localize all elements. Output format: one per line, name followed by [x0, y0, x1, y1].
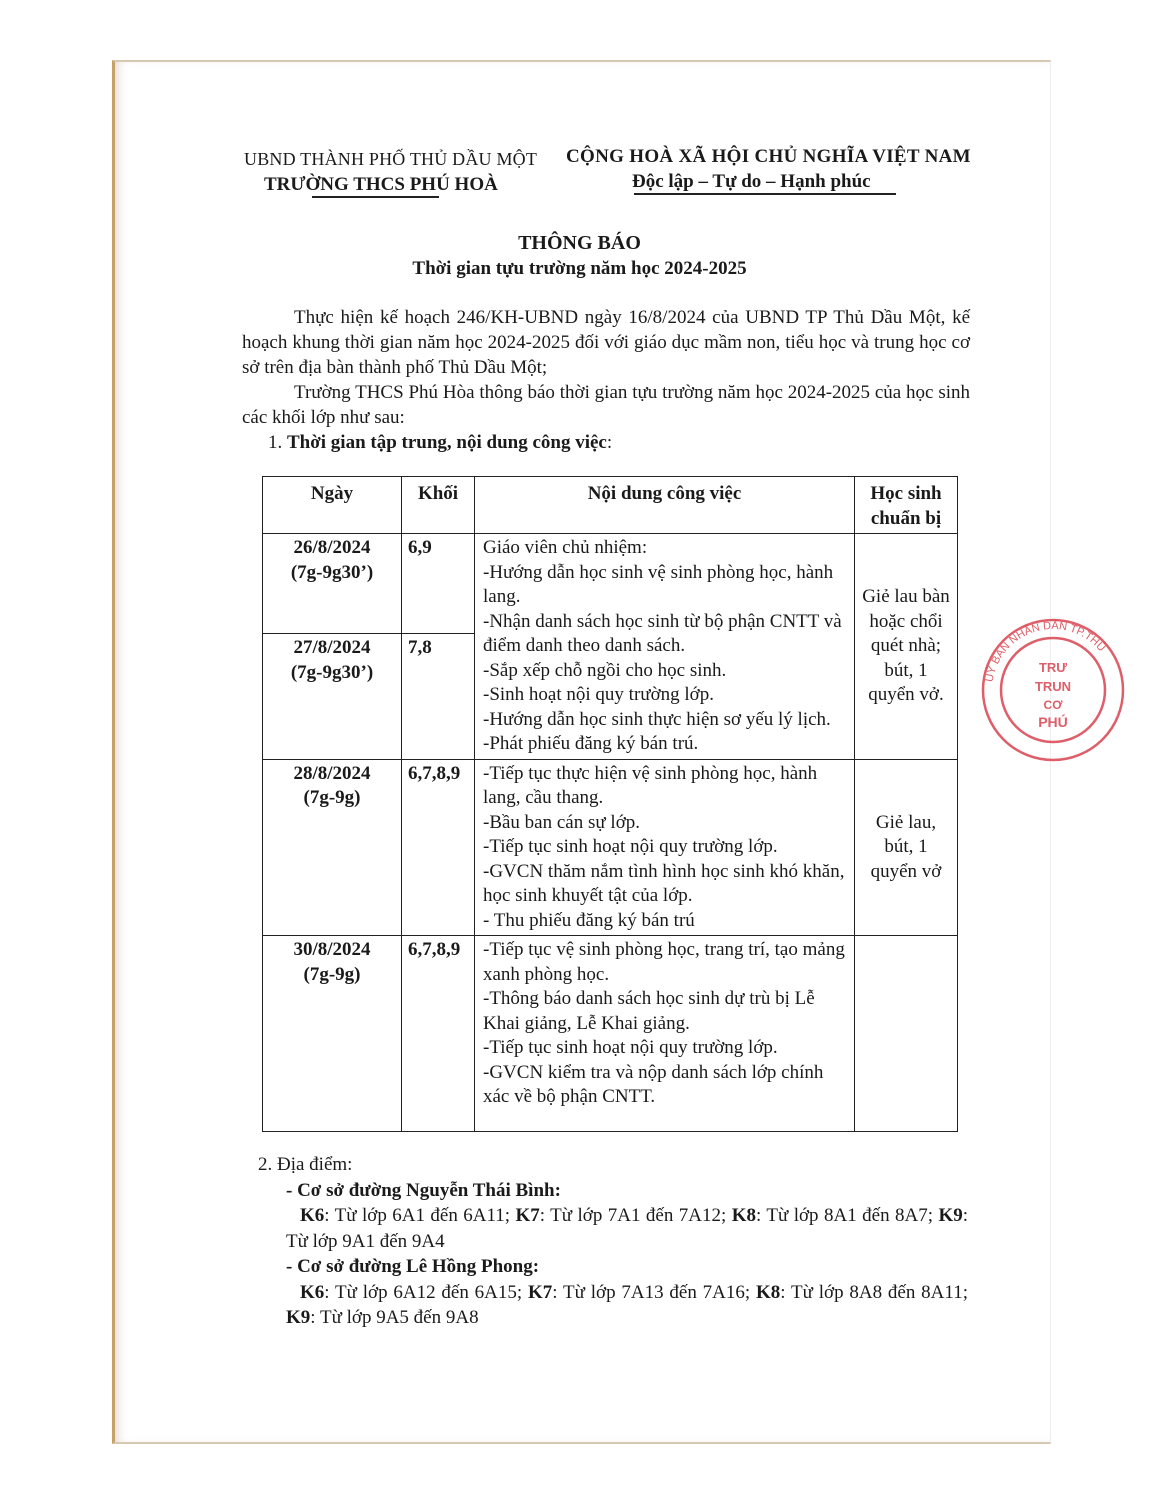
campus-2-name: - Cơ sở đường Lê Hồng Phong: [286, 1256, 540, 1277]
grade-label: K6 [300, 1281, 325, 1303]
work-item: -Nhận danh sách học sinh từ bộ phận CNTT và điểm danh theo danh sách. [483, 610, 842, 656]
date-cell [263, 634, 402, 760]
work-item: -GVCN kiểm tra và nộp danh sách lớp chính xác về bộ phận CNTT. [483, 1061, 824, 1107]
table-header-row [263, 477, 958, 534]
section-1-number: 1. [268, 432, 283, 453]
stamp-line1: TRƯ [1038, 660, 1068, 675]
work-item: -Tiếp tục thực hiện vệ sinh phòng học, hành lang, cầu thang. [483, 762, 818, 808]
work-item: -Sắp xếp chỗ ngồi cho học sinh. [483, 659, 727, 681]
section-1-title: Thời gian tập trung, nội dung công việc [287, 432, 607, 453]
khoi-cell: 7,8 [402, 634, 475, 760]
grade-label: K6 [300, 1205, 325, 1226]
grade-label: K9 [286, 1307, 311, 1328]
section-1-heading [268, 432, 612, 454]
grade-label: K9 [938, 1205, 963, 1226]
grade-classes: : Từ lớp 9A1 đến 9A4 [286, 1205, 969, 1252]
announcement-paragraph: Trường THCS Phú Hòa thông báo thời gian tựu trường năm học 2024-2025 của học sinh các khối lớp như sau: [242, 382, 970, 428]
work-cell [475, 936, 855, 1132]
campus-1-name: - Cơ sở đường Nguyễn Thái Bình: [286, 1179, 561, 1201]
work-item: -Bầu ban cán sự lớp. [483, 811, 641, 833]
date-text: 30/8/2024 [293, 939, 371, 960]
grade-classes: : Từ lớp 8A1 đến 8A7; [756, 1205, 939, 1226]
schedule-table [262, 476, 958, 1132]
work-item: -Tiếp tục sinh hoạt nội quy trường lớp. [483, 836, 778, 857]
header-work: Nội dung công việc [475, 477, 855, 534]
work-item: Giáo viên chủ nhiệm: [483, 537, 648, 558]
header-prep-line2: chuẩn bị [870, 507, 942, 529]
work-cell [475, 534, 855, 760]
grade-classes: : Từ lớp 6A1 đến 6A11; [324, 1205, 516, 1226]
header-date: Ngày [263, 477, 402, 534]
date-text: 26/8/2024 [293, 537, 371, 558]
school-name: TRƯỜNG THCS PHÚ HOÀ [264, 174, 498, 195]
date-text: 27/8/2024 [293, 637, 371, 658]
time-text: (7g-9g) [303, 963, 361, 985]
official-stamp [978, 615, 1128, 765]
notice-title: THÔNG BÁO [518, 232, 641, 254]
work-item: - Thu phiếu đăng ký bán trú [483, 909, 695, 931]
table-row [263, 759, 958, 936]
notice-subtitle: Thời gian tựu trường năm học 2024-2025 [412, 258, 747, 279]
stamp-line2: TRUN [1034, 679, 1072, 694]
grade-classes: : Từ lớp 8A8 đến 8A11; [780, 1281, 968, 1303]
school-name-underline [312, 196, 439, 198]
work-item: -Hướng dẫn học sinh thực hiện sơ yếu lý lịch. [483, 708, 831, 730]
prep-cell: Giẻ lau bàn hoặc chổi quét nhà; bút, 1 quyển vở. [855, 534, 958, 760]
date-cell [263, 936, 402, 1132]
prep-cell [855, 936, 958, 1132]
work-item: -Tiếp tục sinh hoạt nội quy trường lớp. [483, 1037, 778, 1058]
work-cell [475, 759, 855, 936]
table-row [263, 534, 958, 634]
time-text: (7g-9g30’) [290, 561, 374, 583]
header-prep-line1: Học sinh [870, 483, 942, 504]
campus-2-classes [258, 1280, 968, 1331]
grade-label: K7 [515, 1205, 540, 1226]
intro-paragraph: Thực hiện kế hoạch 246/KH-UBND ngày 16/8/2024 của UBND TP Thủ Dầu Một, kế hoạch khung thời gian năm học 2024-2025 đối với giáo dục mầm non, tiểu học và trung học cơ sở trên địa bàn thành phố Thủ Dầu Một; [242, 307, 970, 378]
work-item: -Thông báo danh sách học sinh dự trù bị Lễ Khai giảng, Lễ Khai giảng. [483, 988, 815, 1034]
work-item: -GVCN thăm nắm tình hình học sinh khó khăn, học sinh khuyết tật của lớp. [483, 860, 845, 906]
date-cell [263, 534, 402, 634]
section-2 [258, 1152, 968, 1331]
stamp-line3: CƠ [1043, 698, 1063, 712]
prep-cell: Giẻ lau, bút, 1 quyển vở [855, 759, 958, 936]
khoi-cell: 6,7,8,9 [402, 759, 475, 936]
national-title: CỘNG HOÀ XÃ HỘI CHỦ NGHĨA VIỆT NAM [566, 146, 971, 167]
work-item: -Phát phiếu đăng ký bán trú. [483, 733, 699, 754]
grade-label: K8 [756, 1281, 781, 1303]
header-prep [855, 477, 958, 534]
motto-underline [634, 193, 896, 195]
grade-classes: : Từ lớp 9A5 đến 9A8 [310, 1307, 479, 1328]
stamp-ring-text: UỶ BAN NHÂN DÂN TP.THỦ [983, 619, 1108, 683]
grade-label: K7 [528, 1281, 553, 1303]
work-item: -Hướng dẫn học sinh vệ sinh phòng học, hành lang. [483, 561, 834, 607]
section-1-colon: : [606, 432, 613, 453]
khoi-cell: 6,9 [402, 534, 475, 634]
grade-classes: : Từ lớp 7A13 đến 7A16; [552, 1281, 756, 1303]
time-text: (7g-9g) [303, 787, 361, 808]
grade-classes: : Từ lớp 6A12 đến 6A15; [324, 1281, 528, 1303]
header-khoi: Khối [402, 477, 475, 534]
work-item: -Sinh hoạt nội quy trường lớp. [483, 684, 714, 705]
authority-name: UBND THÀNH PHỐ THỦ DẦU MỘT [244, 149, 538, 169]
grade-label: K8 [731, 1205, 757, 1226]
work-item: -Tiếp tục vệ sinh phòng học, trang trí, tạo mảng xanh phòng học. [483, 939, 845, 985]
campus-1-classes [258, 1203, 968, 1254]
time-text: (7g-9g30’) [290, 661, 374, 683]
khoi-cell: 6,7,8,9 [402, 936, 475, 1132]
table-row [263, 936, 958, 1132]
date-text: 28/8/2024 [293, 762, 371, 784]
national-motto: Độc lập – Tự do – Hạnh phúc [632, 171, 871, 192]
grade-classes: : Từ lớp 7A1 đến 7A12; [539, 1205, 732, 1226]
section-2-heading: 2. Địa điểm: [258, 1154, 353, 1175]
stamp-line4: PHÚ [1038, 714, 1068, 730]
date-cell [263, 759, 402, 936]
